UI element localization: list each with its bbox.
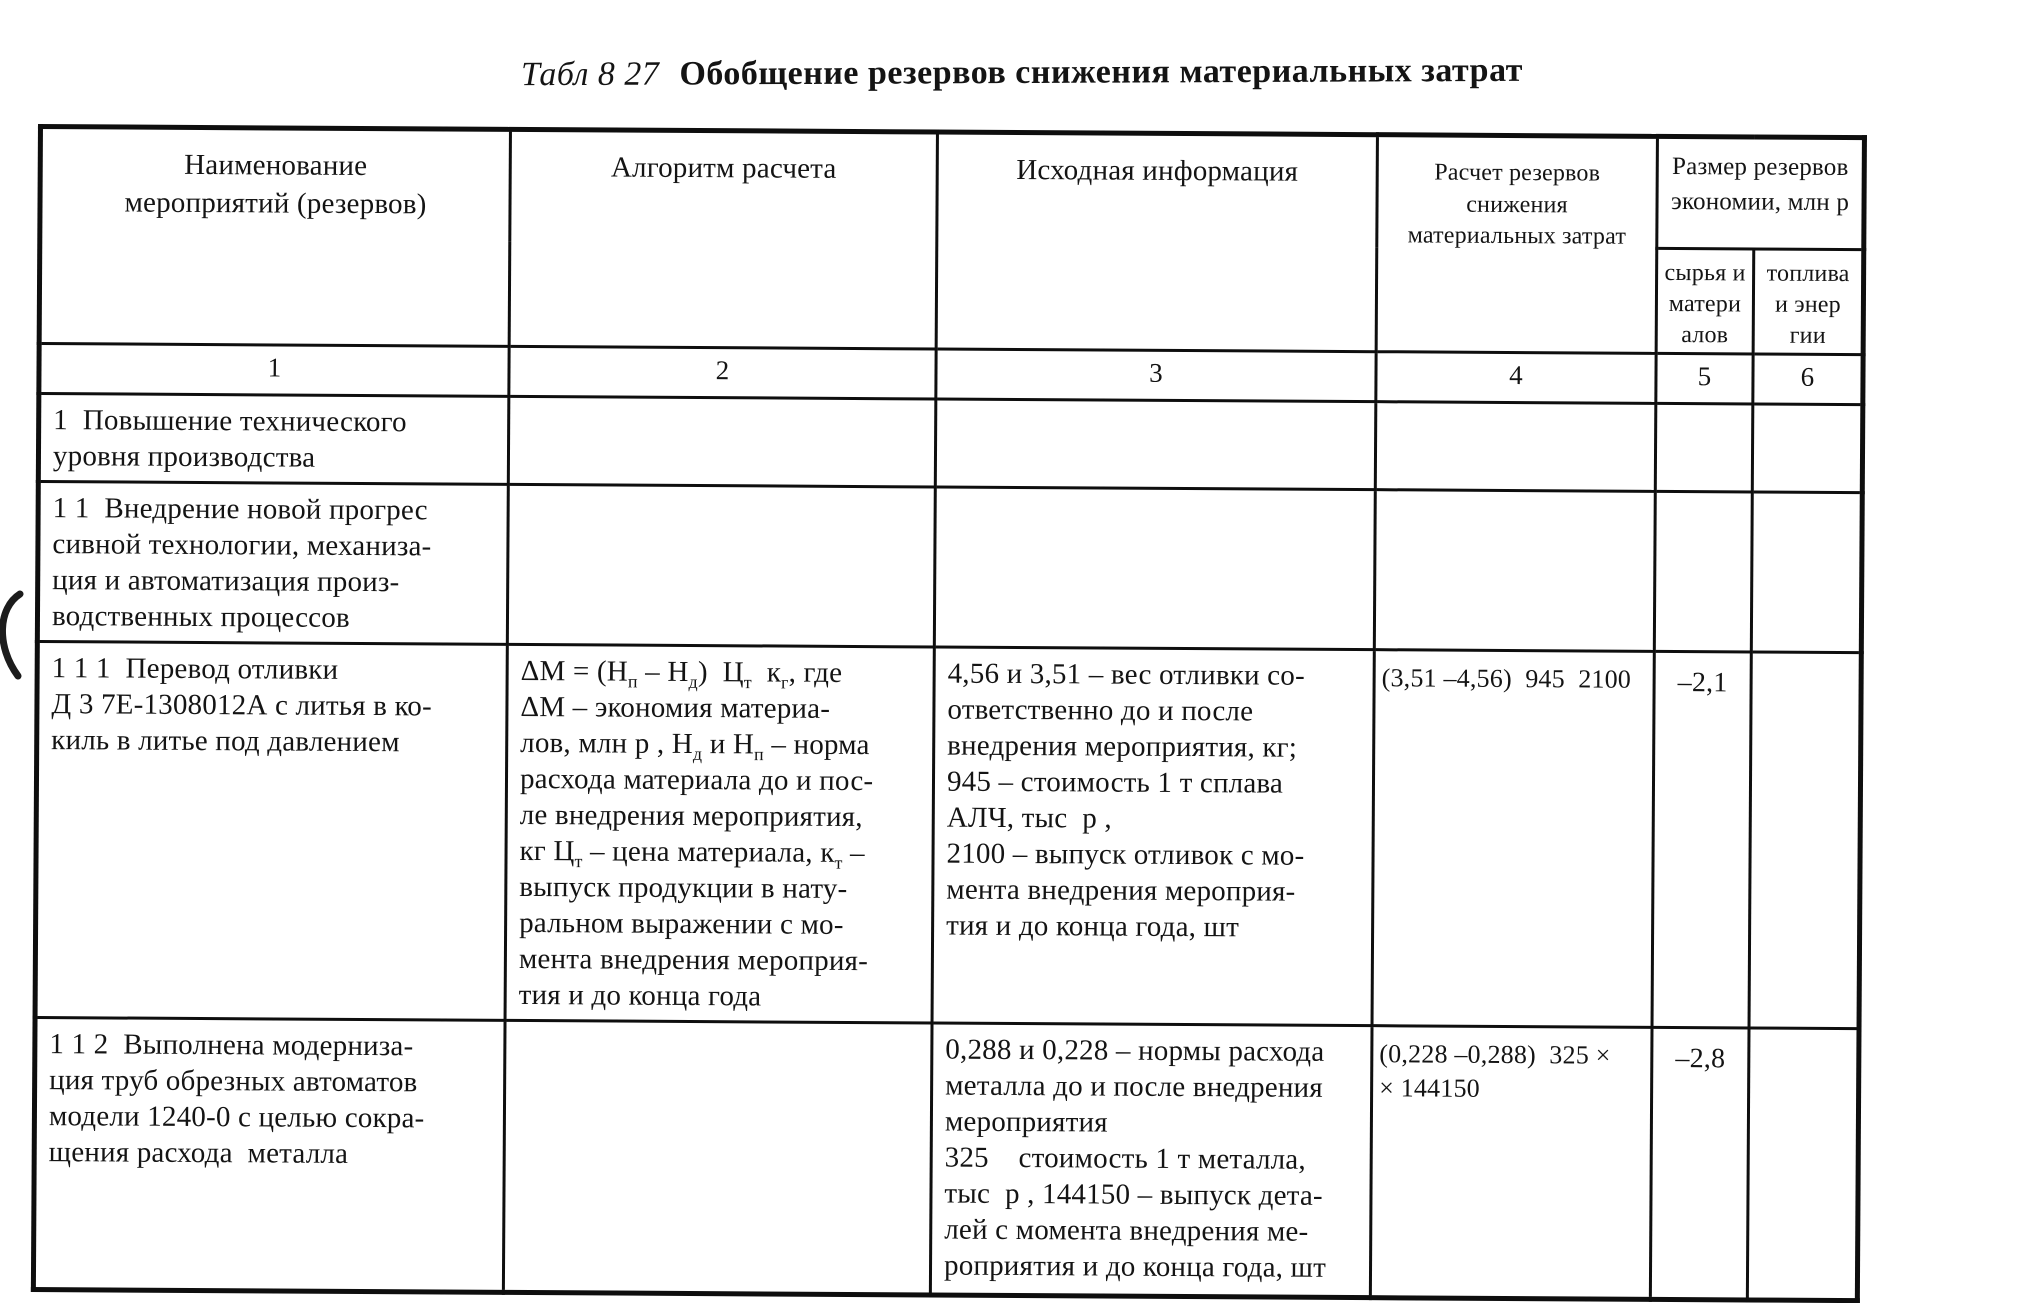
header-calc: Расчет резервов снижения материальных затрат xyxy=(1376,135,1657,353)
column-number: 4 xyxy=(1376,351,1656,403)
table-caption xyxy=(0,50,2044,97)
header-algorithm: Алгоритм расчета xyxy=(509,129,937,348)
info-cell: 4,56 и 3,51 – вес отливки со- ответственно до и после внедрения мероприятия, кг; 945 – стоимость 1 т сплава АЛЧ, тыс р , 2100 – выпуск отливок с мо- мента внедрения мероприя- тия и до конца года, шт xyxy=(932,647,1374,1026)
algorithm-cell: $\Delta М = (Н_п - Н_д)$ $Ц_т$ $к_г$, где ΔМ – экономия материа- лов, млн р , $Н_д$ и $Н_п$ – норма расхода материала до и пос- ле внедрения мероприятия, кг $Ц_т$ – цена материала, $к_т$ – выпуск продукции в нату- ральном выражении с мо- мента внедрения мероприя- тия и до конца года xyxy=(505,644,934,1023)
algorithm-cell xyxy=(507,484,935,647)
calc-cell xyxy=(1375,401,1656,491)
header-savings-materials: сырья и матери алов xyxy=(1656,248,1754,353)
materials-savings-cell: –2,1 xyxy=(1652,651,1751,1028)
info-cell xyxy=(934,487,1375,650)
column-number: 3 xyxy=(936,349,1376,402)
table-row xyxy=(37,481,1862,652)
header-savings-group: Размер резервов экономии, млн р xyxy=(1657,136,1865,249)
fuel-savings-cell xyxy=(1749,652,1861,1029)
page-title: Обобщение резервов снижения материальных затрат xyxy=(679,51,1523,93)
table-row xyxy=(35,641,1861,1028)
header-name: Наименование мероприятий (резервов) xyxy=(39,127,510,346)
name-cell: 1 Повышение технического уровня производства xyxy=(38,393,509,484)
name-cell: 1 1 Внедрение новой прогрес сивной технологии, механиза- ция и автоматизация произ- водственных процессов xyxy=(37,481,508,644)
column-number: 2 xyxy=(509,346,936,399)
info-cell xyxy=(935,399,1376,490)
table-row xyxy=(38,393,1863,492)
table-number: Табл 8 27 xyxy=(521,55,660,94)
summary-table-wrapper xyxy=(31,124,1867,1303)
name-cell: 1 1 1 Перевод отливки Д 3 7Е-1308012А с литья в ко- киль в литье под давлением xyxy=(35,641,507,1020)
table-header xyxy=(39,127,1865,405)
info-cell: 0,288 и 0,228 – нормы расхода металла до и после внедрения мероприятия 325 стоимость 1 т металла, тыс р , 144150 – выпуск дета- лей с момента внедрения ме- роприятия и до конца года, шт xyxy=(930,1023,1372,1298)
fuel-savings-cell xyxy=(1751,492,1862,653)
column-number: 5 xyxy=(1656,353,1753,404)
table-body xyxy=(33,393,1862,1300)
name-cell: 1 1 2 Выполнена модерниза- ция труб обрезных автоматов модели 1240-0 с целью сокра- щения расхода металла xyxy=(33,1017,505,1292)
calc-cell xyxy=(1374,489,1655,651)
materials-savings-cell: –2,8 xyxy=(1650,1027,1749,1300)
summary-table xyxy=(31,124,1867,1303)
scan-artifact xyxy=(0,588,26,684)
algorithm-cell xyxy=(503,1020,932,1295)
column-number: 6 xyxy=(1753,354,1863,405)
header-savings-fuel: топлива и энер гии xyxy=(1753,249,1864,354)
materials-savings-cell xyxy=(1654,491,1752,652)
column-number: 1 xyxy=(39,343,509,396)
table-row xyxy=(33,1017,1859,1300)
calc-cell: (0,228 –0,288) 325 × × 144150 xyxy=(1370,1025,1652,1299)
fuel-savings-cell xyxy=(1747,1028,1859,1301)
algorithm-cell xyxy=(508,396,936,487)
fuel-savings-cell xyxy=(1752,404,1863,493)
header-info: Исходная информация xyxy=(936,132,1377,351)
materials-savings-cell xyxy=(1655,403,1753,492)
calc-cell: (3,51 –4,56) 945 2100 xyxy=(1372,649,1654,1027)
